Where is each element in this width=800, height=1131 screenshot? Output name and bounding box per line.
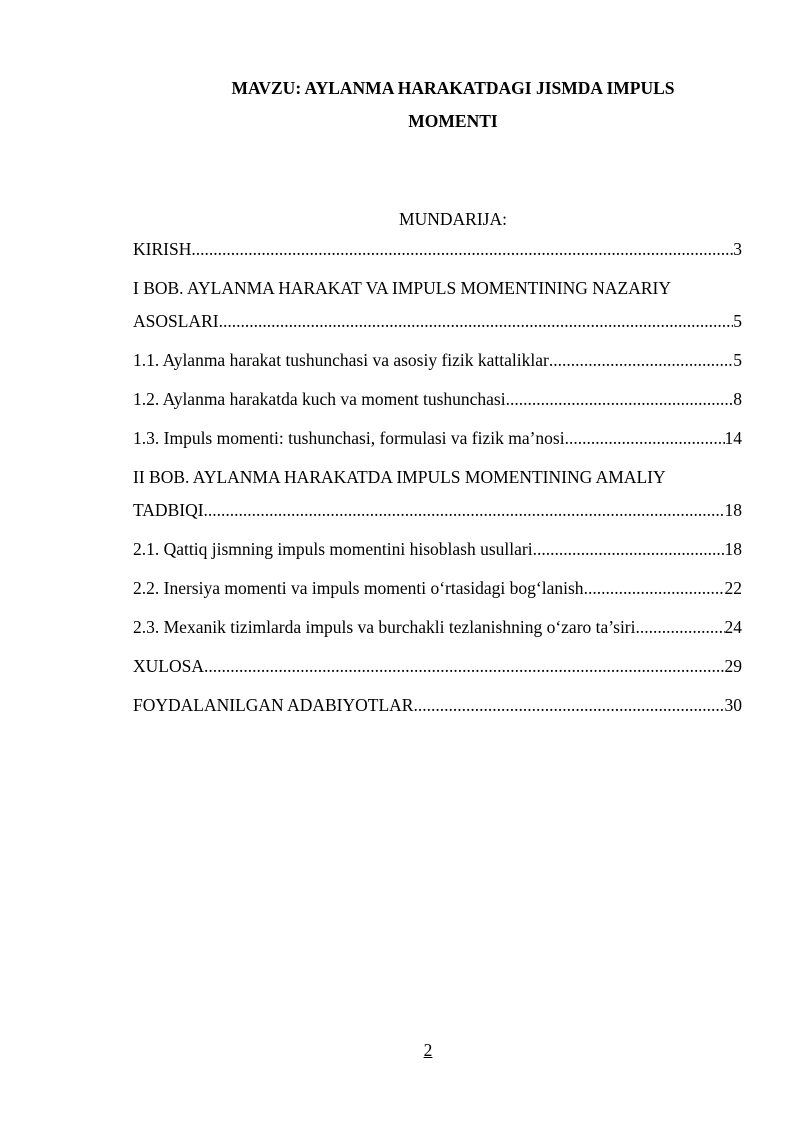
- toc-entry-1-2: [133, 383, 742, 416]
- toc-entry-page: 8: [733, 389, 742, 409]
- toc-leader-dots: [219, 305, 734, 338]
- toc-leader-dots: [204, 494, 725, 527]
- table-of-contents: [133, 233, 742, 728]
- page-number: 2: [423, 1040, 433, 1060]
- toc-entry-2-3: [133, 611, 742, 644]
- toc-entry-page: 5: [733, 311, 742, 331]
- toc-leader-dots: [413, 689, 724, 722]
- toc-leader-dots: [204, 650, 725, 683]
- toc-entry-page: 30: [724, 695, 742, 715]
- toc-entry-label: 2.3. Mexanik tizimlarda impuls va burchakli tezlanishning o‘zaro ta’siri: [133, 617, 636, 637]
- toc-entry-label: ASOSLARI: [133, 311, 219, 331]
- toc-leader-dots: [549, 344, 733, 377]
- toc-entry-xulosa: [133, 650, 742, 683]
- toc-leader-dots: [584, 572, 725, 605]
- toc-entry-2-2: [133, 572, 742, 605]
- toc-entry-label: 2.2. Inersiya momenti va impuls momenti o‘rtasidagi bog‘lanish: [133, 578, 584, 598]
- toc-entry-1-1: [133, 344, 742, 377]
- toc-entry-references: [133, 689, 742, 722]
- toc-entry-page: 22: [724, 578, 742, 598]
- toc-entry-label-line-1: II BOB. AYLANMA HARAKATDA IMPULS MOMENTINING AMALIY: [133, 467, 666, 487]
- toc-entry-label: KIRISH: [133, 239, 192, 259]
- toc-entry-page: 29: [724, 656, 742, 676]
- toc-entry-chapter-1: [133, 272, 742, 338]
- toc-entry-page: 3: [733, 239, 742, 259]
- toc-entry-label: 1.1. Aylanma harakat tushunchasi va asosiy fizik kattaliklar: [133, 350, 549, 370]
- toc-entry-page: 18: [724, 500, 742, 520]
- document-title: [133, 72, 773, 138]
- toc-heading: MUNDARIJA:: [399, 209, 507, 229]
- toc-entry-label: 2.1. Qattiq jismning impuls momentini hisoblash usullari: [133, 539, 533, 559]
- toc-entry-label: TADBIQI: [133, 500, 204, 520]
- toc-entry-label: XULOSA: [133, 656, 204, 676]
- toc-leader-dots: [636, 611, 725, 644]
- toc-leader-dots: [506, 383, 734, 416]
- toc-entry-label: 1.2. Aylanma harakatda kuch va moment tushunchasi: [133, 389, 506, 409]
- toc-entry-1-3: [133, 422, 742, 455]
- toc-entry-chapter-2: [133, 461, 742, 527]
- toc-leader-dots: [191, 233, 733, 266]
- title-line-2: MOMENTI: [408, 111, 498, 131]
- toc-leader-dots: [533, 533, 725, 566]
- toc-entry-page: 5: [733, 350, 742, 370]
- toc-entry-label: FOYDALANILGAN ADABIYOTLAR: [133, 695, 414, 715]
- title-line-1: MAVZU: AYLANMA HARAKATDAGI JISMDA IMPULS: [231, 78, 675, 98]
- toc-entry-page: 24: [724, 617, 742, 637]
- toc-leader-dots: [565, 422, 725, 455]
- toc-entry-2-1: [133, 533, 742, 566]
- toc-entry-page: 14: [724, 428, 742, 448]
- toc-entry-page: 18: [724, 539, 742, 559]
- toc-entry-label: 1.3. Impuls momenti: tushunchasi, formulasi va fizik ma’nosi: [133, 428, 565, 448]
- toc-entry-label-line-1: I BOB. AYLANMA HARAKAT VA IMPULS MOMENTINING NAZARIY: [133, 278, 672, 298]
- toc-entry-kirish: [133, 233, 742, 266]
